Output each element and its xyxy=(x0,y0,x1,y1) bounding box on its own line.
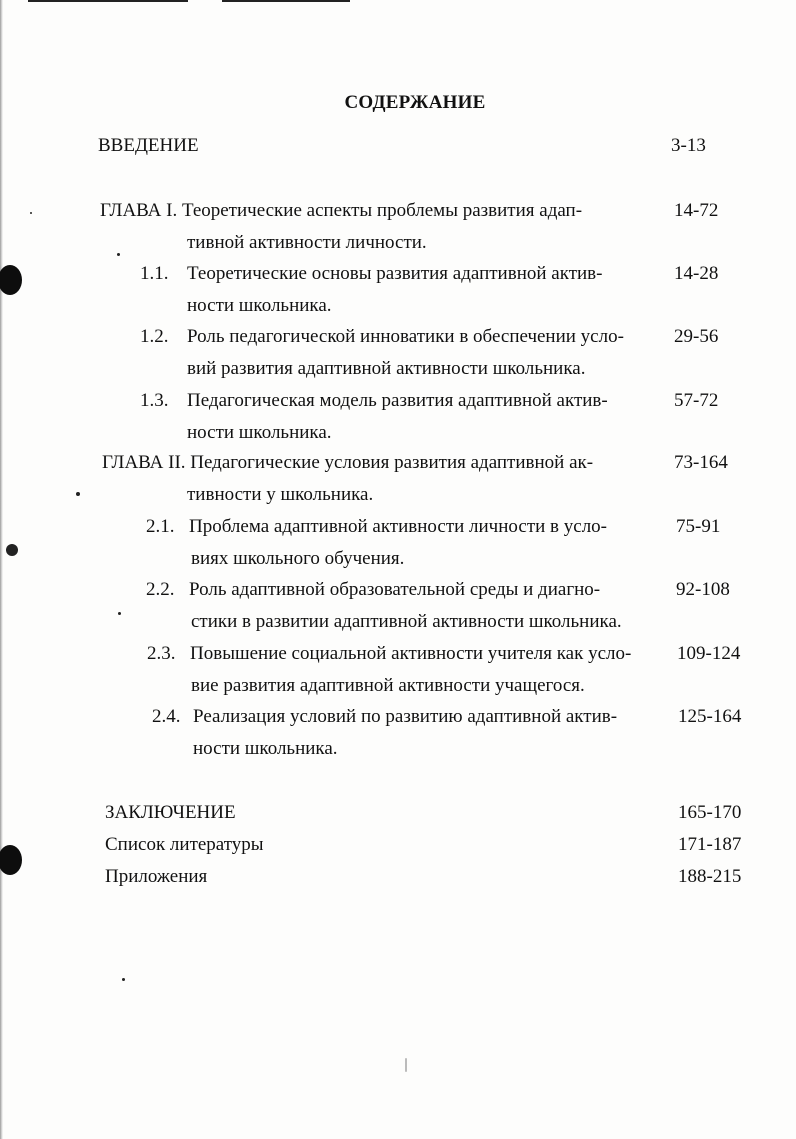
toc-section-pages: 109-124 xyxy=(677,643,741,664)
toc-chapter-1-title: ГЛАВА I. Теоретические аспекты проблемы развития адап- xyxy=(100,200,583,221)
toc-section-title-cont: ности школьника. xyxy=(187,295,332,316)
scan-border-top-left xyxy=(28,0,188,2)
toc-section-title-cont: виях школьного обучения. xyxy=(191,548,405,569)
scan-left-edge xyxy=(0,0,3,1139)
toc-section-title-cont: ности школьника. xyxy=(187,422,332,443)
scan-speck xyxy=(117,253,120,256)
toc-section-pages: 125-164 xyxy=(678,706,742,727)
toc-appendices-label: Приложения xyxy=(105,866,208,887)
page-title: СОДЕРЖАНИЕ xyxy=(344,92,486,113)
scan-border-top-right xyxy=(222,0,350,2)
scan-speck xyxy=(405,1058,407,1072)
toc-appendices-pages: 188-215 xyxy=(678,866,742,887)
toc-references-pages: 171-187 xyxy=(678,834,742,855)
toc-chapter-2-pages: 73-164 xyxy=(674,452,728,473)
scan-speck xyxy=(30,212,32,214)
scan-speck xyxy=(118,612,121,615)
toc-section-title: Проблема адаптивной активности личности в усло- xyxy=(189,516,607,537)
toc-section-title-cont: ности школьника. xyxy=(193,738,338,759)
toc-section-number: 2.4. xyxy=(152,706,181,727)
toc-conclusion-label: ЗАКЛЮЧЕНИЕ xyxy=(105,802,236,823)
toc-section-number: 2.3. xyxy=(147,643,176,664)
toc-section-pages: 57-72 xyxy=(674,390,719,411)
toc-section-pages: 14-28 xyxy=(674,263,719,284)
toc-section-number: 1.3. xyxy=(140,390,169,411)
toc-chapter-1-pages: 14-72 xyxy=(674,200,719,221)
toc-section-number: 1.1. xyxy=(140,263,169,284)
scan-speck xyxy=(76,492,80,496)
toc-introduction-label: ВВЕДЕНИЕ xyxy=(98,135,199,156)
toc-section-title: Роль адаптивной образовательной среды и диагно- xyxy=(189,579,601,600)
punch-hole-bottom xyxy=(0,845,22,875)
toc-section-title-cont: вий развития адаптивной активности школьника. xyxy=(187,358,586,379)
toc-chapter-1-title-cont: тивной активности личности. xyxy=(187,232,427,253)
toc-section-title-cont: стики в развитии адаптивной активности школьника. xyxy=(191,611,622,632)
toc-section-title: Повышение социальной активности учителя как усло- xyxy=(190,643,632,664)
toc-chapter-2-title-cont: тивности у школьника. xyxy=(187,484,374,505)
scan-speck xyxy=(122,978,125,981)
toc-introduction-pages: 3-13 xyxy=(671,135,706,156)
toc-section-pages: 75-91 xyxy=(676,516,721,537)
toc-section-number: 2.2. xyxy=(146,579,175,600)
toc-conclusion-pages: 165-170 xyxy=(678,802,742,823)
toc-chapter-2-title: ГЛАВА II. Педагогические условия развития адаптивной ак- xyxy=(102,452,594,473)
toc-references-label: Список литературы xyxy=(105,834,264,855)
punch-hole-top xyxy=(0,265,22,295)
scan-speck xyxy=(6,544,18,556)
toc-section-title: Педагогическая модель развития адаптивной актив- xyxy=(187,390,608,411)
toc-section-pages: 92-108 xyxy=(676,579,730,600)
toc-section-title: Реализация условий по развитию адаптивной актив- xyxy=(193,706,618,727)
toc-section-number: 2.1. xyxy=(146,516,175,537)
toc-section-pages: 29-56 xyxy=(674,326,719,347)
toc-section-title: Теоретические основы развития адаптивной актив- xyxy=(187,263,603,284)
toc-section-number: 1.2. xyxy=(140,326,169,347)
toc-section-title-cont: вие развития адаптивной активности учащегося. xyxy=(191,675,585,696)
toc-section-title: Роль педагогической инноватики в обеспечении усло- xyxy=(187,326,624,347)
